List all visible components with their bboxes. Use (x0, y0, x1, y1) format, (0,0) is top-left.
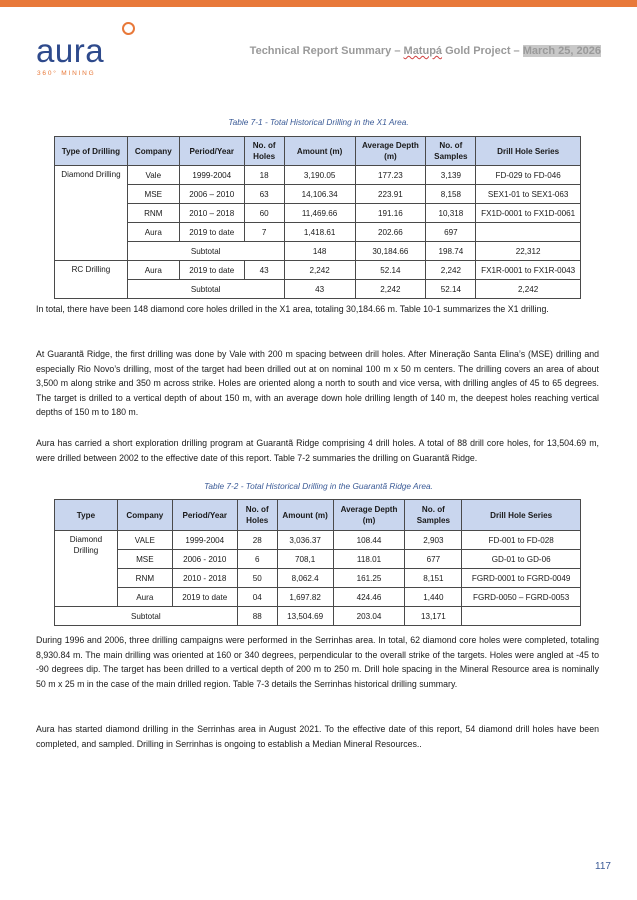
col-header: Type of Drilling (55, 137, 128, 166)
project-name: Matupá (403, 45, 443, 57)
header-accent-bar (0, 0, 637, 7)
paragraph: At Guarantã Ridge, the first drilling was done by Vale with 200 m spacing between drill holes. After Mineração Santa Elina’s (MSE) drilling and especially Rio Novo’s drilling, most of the target had been drilled out at on nominal 100 m x 50 m centers. The drilling covers an area of about 3,500 m along strike and 350 m across strike. Holes are oriented along a north to south and vice versa, with drilling angles of 45 to 65 degrees. The target is drilled to a vertical depth of about 150 m, with an average down hole drilling length of 140 m, the deepest holes reaching vertical depths of 150 m to 180 m. (36, 349, 599, 418)
table-row: RNM 2010 – 2018 60 11,469.66 191.16 10,318 FX1D-0001 to FX1D-0061 (55, 204, 581, 223)
table-row: Aura 2019 to date 7 1,418.61 202.66 697 (55, 223, 581, 242)
drilling-type-cell: RC Drilling (55, 261, 128, 299)
table-row: Diamond Drilling Vale 1999-2004 18 3,190.05 177.23 3,139 FD-029 to FD-046 (55, 166, 581, 185)
col-header: Average Depth (m) (333, 500, 405, 531)
table-header-row (55, 137, 581, 166)
table-row: MSE 2006 – 2010 63 14,106.34 223.91 8,158 SEX1-01 to SEX1-063 (55, 185, 581, 204)
paragraph: In total, there have been 148 diamond core holes drilled in the X1 area, totaling 30,184.66 m. Table 10-1 summarizes the X1 drilling. (36, 304, 549, 314)
col-header: No. of Samples (405, 500, 462, 531)
report-date: March 25, 2026 (522, 45, 601, 57)
col-header: Company (127, 137, 179, 166)
col-header: No. of Holes (237, 500, 277, 531)
table-row: MSE 2006 - 2010 6 708,1 118.01 677 GD-01 to GD-06 (55, 550, 581, 569)
col-header: Company (117, 500, 172, 531)
table-row: RC Drilling Aura 2019 to date 43 2,242 52.14 2,242 FX1R-0001 to FX1R-0043 (55, 261, 581, 280)
table-7-1 (54, 136, 581, 299)
table-7-2 (54, 499, 581, 626)
col-header: Drill Hole Series (476, 137, 581, 166)
table-7-1-caption: Table 7-1 - Total Historical Drilling in the X1 Area. (228, 117, 409, 127)
table-row: RNM 2010 - 2018 50 8,062.4 161.25 8,151 FGRD-0001 to FGRD-0049 (55, 569, 581, 588)
col-header: Amount (m) (277, 500, 333, 531)
page-number: 117 (595, 861, 611, 872)
table-row: Aura 2019 to date 04 1,697.82 424.46 1,440 FGRD-0050 – FGRD-0053 (55, 588, 581, 607)
logo-tagline: 360° MINING (37, 70, 96, 77)
drilling-type-cell: Diamond Drilling (55, 166, 128, 261)
paragraph: During 1996 and 2006, three drilling campaigns were performed in the Serrinhas area. In total, 62 diamond core holes were completed, totaling 8,930.84 m. The main drilling was oriented at 160 or 340 degrees, perpendicular to the overall strike of the targets. Holes were angled at -45 to -90 degrees dip. The target has been drilled to a vertical depth of 200 m to 250 m. Drill hole spacing in the Mineral Resource area is nominally 50 m x 25 m in the case of the main drilled region. Table 7-3 details the Serrinhas historical drilling summary. (36, 635, 599, 689)
col-header: Average Depth (m) (355, 137, 426, 166)
col-header: Type (55, 500, 118, 531)
paragraph: Aura has carried a short exploration drilling program at Guarantã Ridge comprising 4 drill holes. A total of 88 drill core holes, for 13,504.69 m, were drilled between 2002 to the effective date of this report. Table 7-2 summaries the drilling on Guarantã Ridge. (36, 438, 599, 463)
col-header: Amount (m) (284, 137, 355, 166)
aura-logo (36, 26, 146, 84)
col-header: Period/Year (172, 500, 237, 531)
subtotal-row: Subtotal 43 2,242 52.14 2,242 (55, 280, 581, 299)
table-7-2-caption: Table 7-2 - Total Historical Drilling in the Guarantã Ridge Area. (204, 481, 433, 491)
col-header: No. of Samples (426, 137, 476, 166)
paragraph: Aura has started diamond drilling in the Serrinhas area in August 2021. To the effective date of this report, 54 diamond drill holes have been completed, and sampled. Drilling in Serrinhas is ongoing to establish a Median Mineral Resources.. (36, 724, 599, 749)
subtotal-row: Subtotal 148 30,184.66 198.74 22,312 (55, 242, 581, 261)
col-header: No. of Holes (244, 137, 284, 166)
logo-ring-icon (122, 22, 135, 35)
logo-wordmark: aura (36, 32, 105, 69)
col-header: Period/Year (179, 137, 244, 166)
table-header-row (55, 500, 581, 531)
subtotal-row: Subtotal 88 13,504.69 203.04 13,171 (55, 607, 581, 626)
report-header-title: Technical Report Summary – Matupá Gold Project – March 25, 2026 (249, 45, 601, 57)
col-header: Drill Hole Series (462, 500, 581, 531)
drilling-type-cell: Diamond Drilling (55, 531, 118, 607)
table-row: Diamond Drilling VALE 1999-2004 28 3,036.37 108.44 2,903 FD-001 to FD-028 (55, 531, 581, 550)
